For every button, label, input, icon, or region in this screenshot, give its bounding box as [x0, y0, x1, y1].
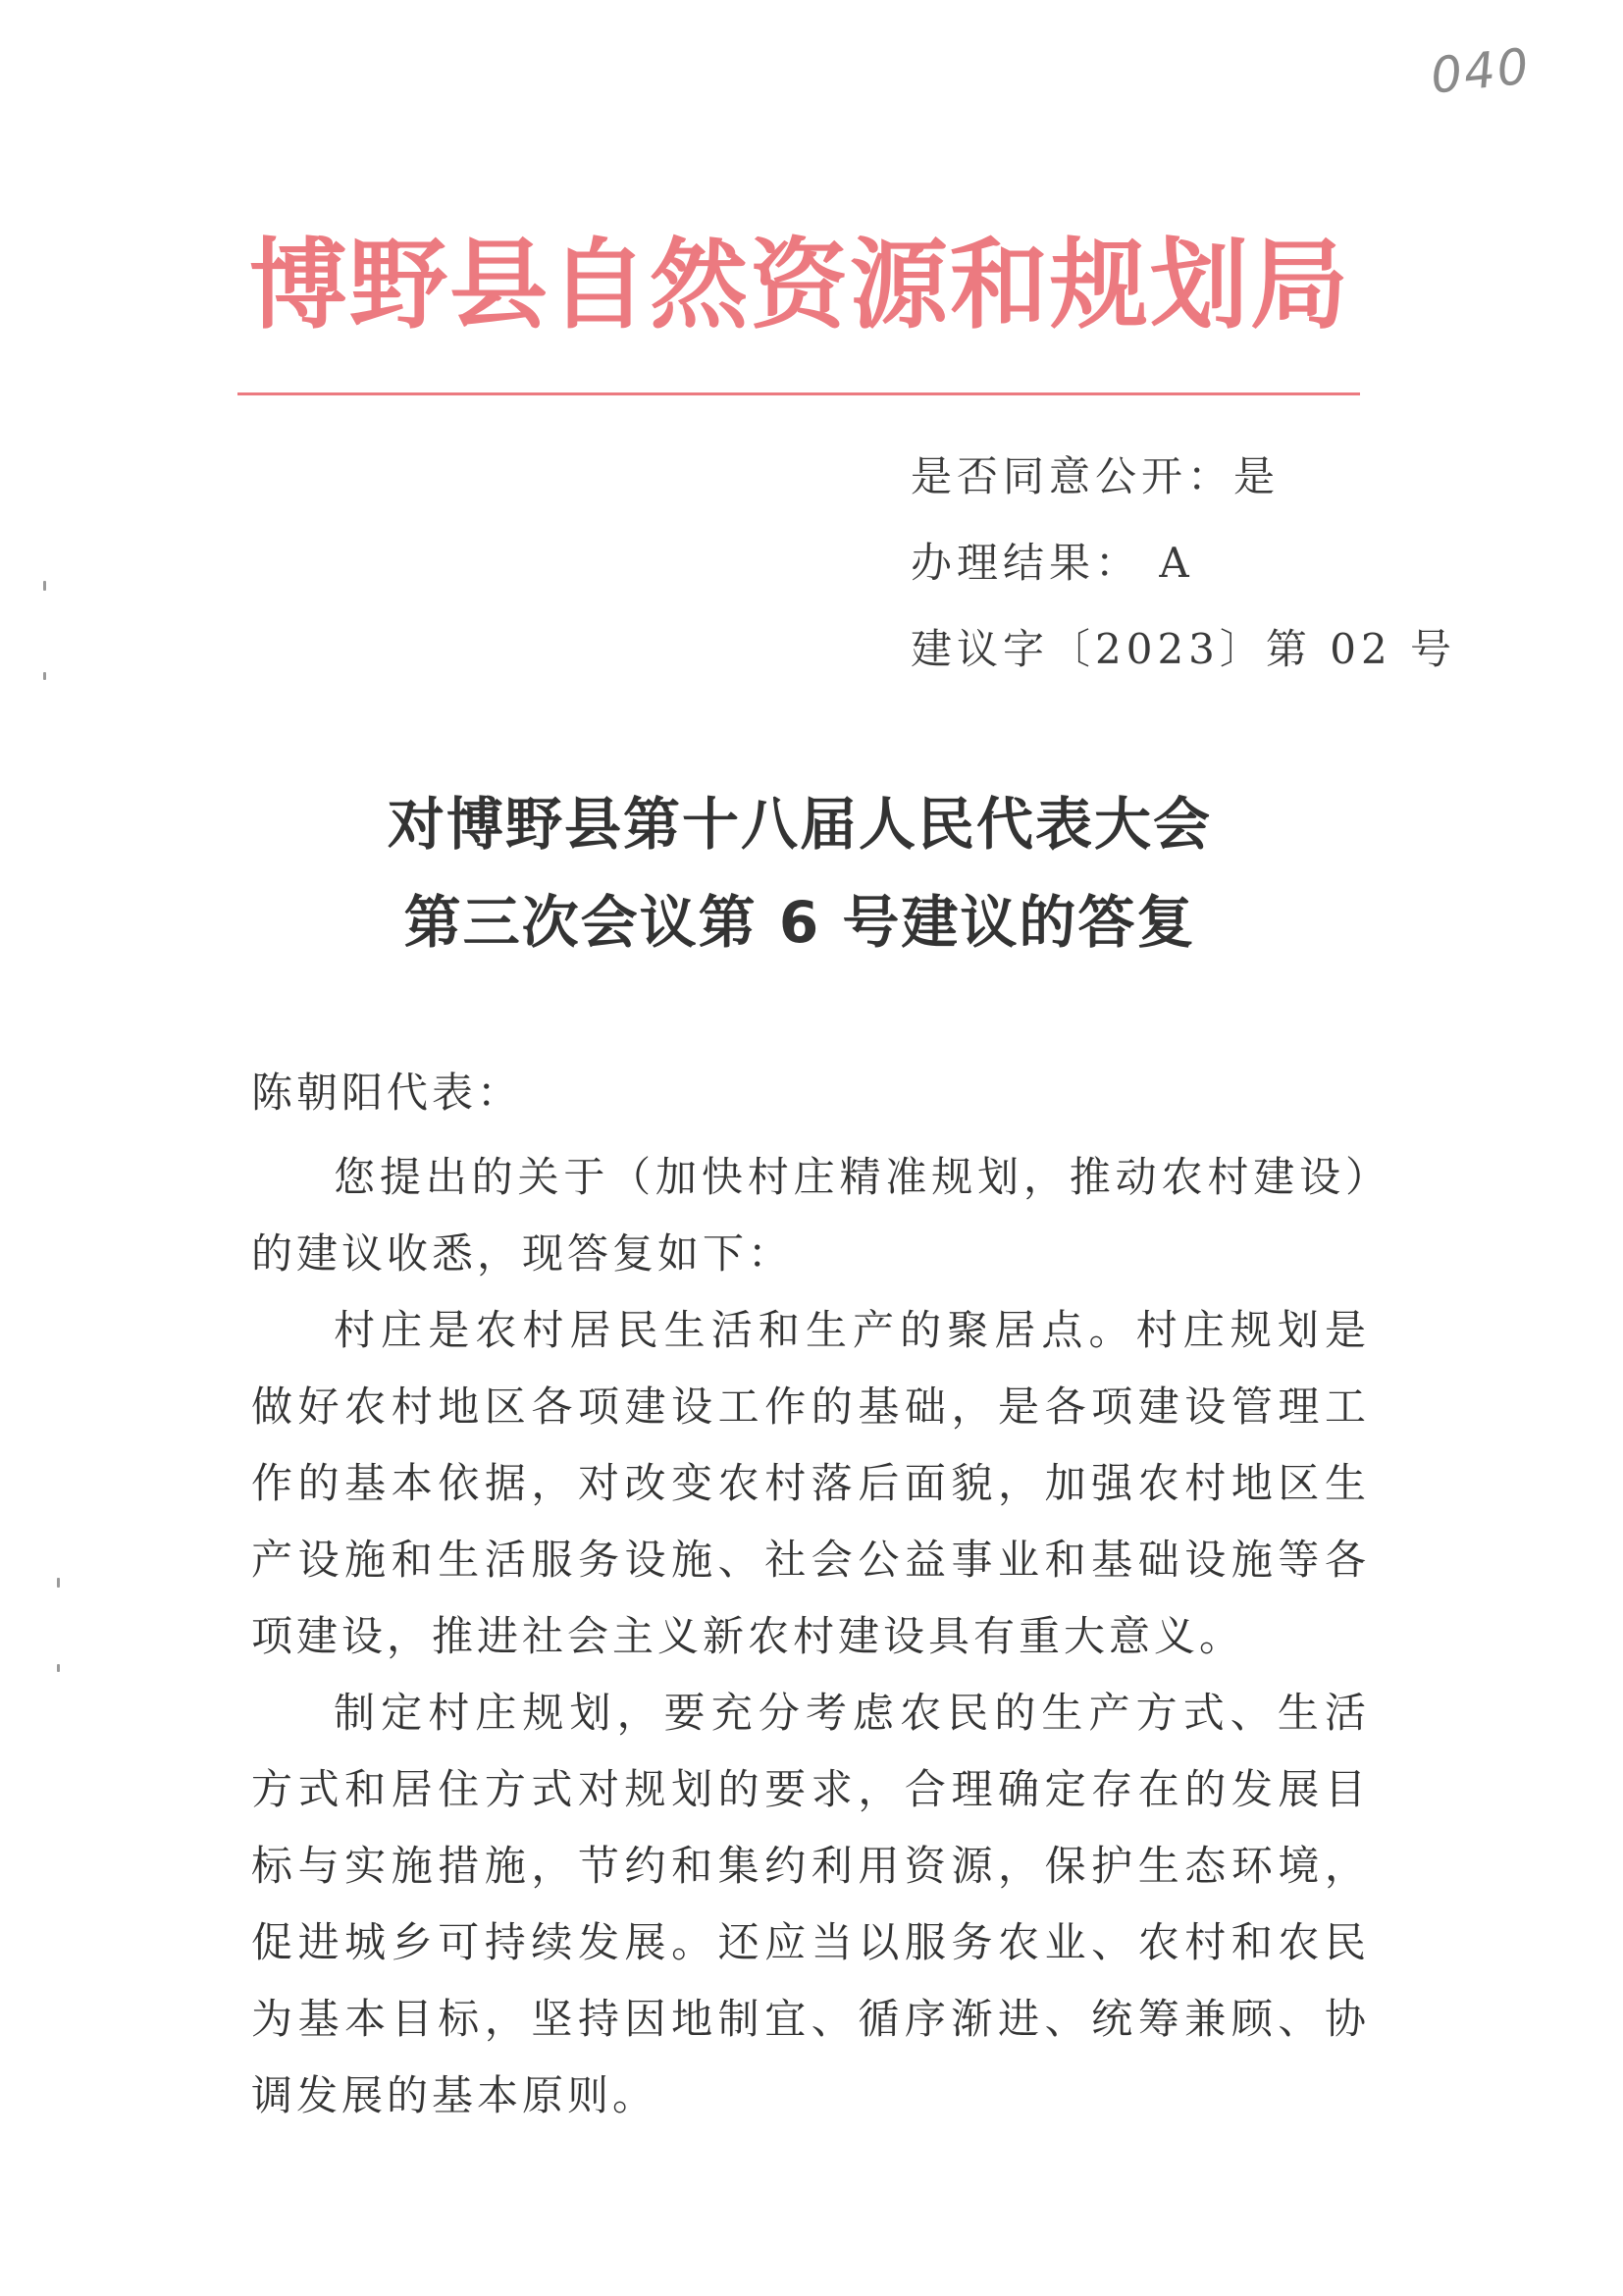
organization-header: 博野县自然资源和规划局	[249, 227, 1350, 342]
scan-artifact	[43, 672, 46, 680]
paragraph: 您提出的关于（加快村庄精准规划，推动农村建设）的建议收悉，现答复如下：	[251, 1153, 1370, 1278]
document-number: 建议字〔2023〕第 02 号	[911, 625, 1457, 673]
title-line-1: 对博野县第十八届人民代表大会	[387, 791, 1212, 858]
scan-artifact	[57, 1578, 60, 1588]
handwritten-archive-number: 040	[1428, 37, 1534, 105]
scan-artifact	[43, 581, 46, 591]
title-line-2: 第三次会议第 6 号建议的答复	[403, 889, 1196, 956]
handling-result: 办理结果： A	[911, 539, 1194, 587]
header-divider	[237, 392, 1360, 395]
disclosure-status: 是否同意公开：是	[911, 452, 1281, 500]
document-title	[196, 775, 1403, 971]
document-meta	[911, 434, 1457, 693]
paragraph: 村庄是农村居民生活和生产的聚居点。村庄规划是做好农村地区各项建设工作的基础，是各项建设管理工作的基本依据，对改变农村落后面貌，加强农村地区生产设施和生活服务设施、社会公益事业和基础设施等各项建设，推进社会主义新农村建设具有重大意义。	[251, 1306, 1370, 1660]
scan-artifact	[57, 1664, 60, 1672]
paragraph: 制定村庄规划，要充分考虑农民的生产方式、生活方式和居住方式对规划的要求，合理确定存在的发展目标与实施措施，节约和集约利用资源，保护生态环境，促进城乡可持续发展。还应当以服务农业、农村和农民为基本目标，坚持因地制宜、循序渐进、统筹兼顾、协调发展的基本原则。	[251, 1689, 1370, 2119]
document-body	[251, 1055, 1370, 2134]
salutation: 陈朝阳代表：	[251, 1069, 523, 1117]
